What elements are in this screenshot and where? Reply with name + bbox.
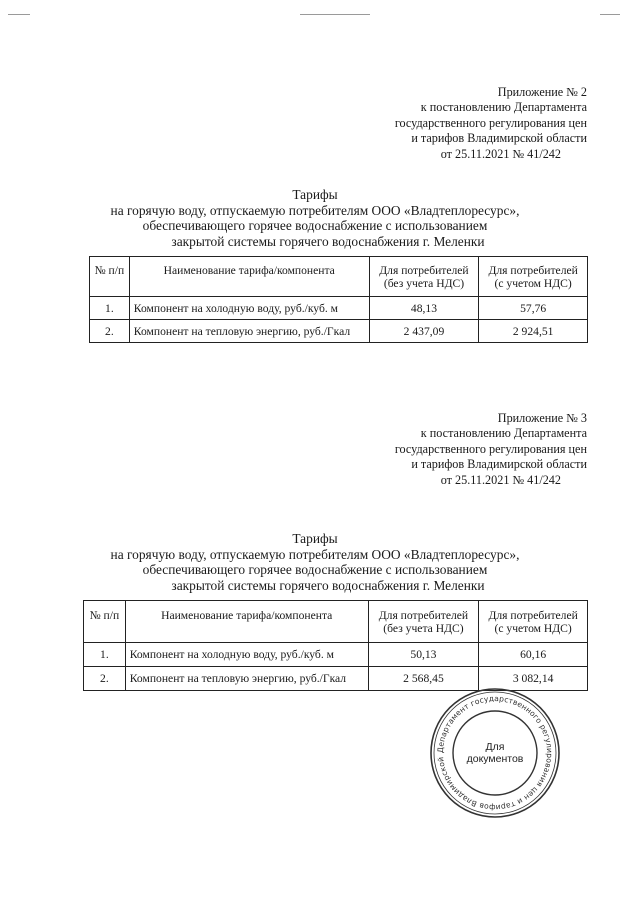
table-header-row xyxy=(84,601,588,643)
annex-2-header xyxy=(395,85,587,162)
stamp-center-line2: документов xyxy=(466,753,524,765)
stamp-ring-text: Департамент государственного регулирования цен и тарифов Владимирской xyxy=(435,693,555,813)
scan-artifact xyxy=(8,14,30,15)
annex-line: к постановлению Департамента xyxy=(420,100,587,115)
annex-2-title xyxy=(80,187,550,249)
title-line: обеспечивающего горячее водоснабжение с использованием xyxy=(142,562,488,578)
annex-line: к постановлению Департамента xyxy=(420,426,587,441)
title-line: на горячую воду, отпускаемую потребителям ООО «Владтеплоресурс», xyxy=(110,202,520,218)
header-excl-line1: Для потребителей xyxy=(379,263,469,277)
row-incl-vat: 57,76 xyxy=(479,297,588,320)
stamp-center xyxy=(428,686,562,820)
annex-line: государственного регулирования цен xyxy=(394,115,587,130)
row-name: Компонент на холодную воду, руб./куб. м xyxy=(129,297,369,320)
title-line: на горячую воду, отпускаемую потребителям ООО «Владтеплоресурс», xyxy=(110,546,520,562)
annex-line: государственного регулирования цен xyxy=(394,441,587,456)
row-num: 2. xyxy=(84,667,126,691)
table-header-row xyxy=(90,257,588,297)
annex-date-line: от 25.11.2021 № 41/242 xyxy=(440,472,561,487)
row-excl-vat: 48,13 xyxy=(369,297,479,320)
official-stamp xyxy=(428,686,562,820)
header-excl-line2: (без учета НДС) xyxy=(383,621,464,635)
header-excl-line2: (без учета НДС) xyxy=(383,276,465,290)
tariff-table-annex-2 xyxy=(89,256,588,343)
header-name: Наименование тарифа/компонента xyxy=(125,601,368,643)
annex-heading: Приложение № 2 xyxy=(497,85,587,99)
title-line: закрытой системы горячего водоснабжения г. Меленки xyxy=(171,577,485,593)
annex-3-title xyxy=(80,531,550,593)
annex-heading: Приложение № 3 xyxy=(497,411,587,425)
table-row xyxy=(90,297,588,320)
row-excl-vat: 2 568,45 xyxy=(368,667,479,691)
annex-line: и тарифов Владимирской области xyxy=(411,131,587,146)
header-incl-line1: Для потребителей xyxy=(488,608,578,622)
table-row xyxy=(84,643,588,667)
row-name: Компонент на тепловую энергию, руб./Гкал xyxy=(129,320,369,343)
row-name: Компонент на тепловую энергию, руб./Гкал xyxy=(125,667,368,691)
tariff-table-annex-3 xyxy=(83,600,588,691)
row-num: 1. xyxy=(90,297,130,320)
title-line: закрытой системы горячего водоснабжения г. Меленки xyxy=(171,233,485,249)
title-line: обеспечивающего горячее водоснабжение с использованием xyxy=(142,218,488,234)
header-excl-vat xyxy=(369,257,479,297)
row-num: 1. xyxy=(84,643,126,667)
row-incl-vat: 60,16 xyxy=(479,643,588,667)
row-name: Компонент на холодную воду, руб./куб. м xyxy=(125,643,368,667)
scan-artifact xyxy=(300,14,370,15)
header-num: № п/п xyxy=(84,601,126,643)
stamp-center-line1: Для xyxy=(485,741,505,753)
header-num: № п/п xyxy=(90,257,130,297)
scan-artifact xyxy=(600,14,620,15)
header-incl-line2: (с учетом НДС) xyxy=(494,276,572,290)
table-row xyxy=(90,320,588,343)
row-num: 2. xyxy=(90,320,130,343)
row-incl-vat: 3 082,14 xyxy=(479,667,588,691)
title-line: Тарифы xyxy=(292,187,338,202)
title-line: Тарифы xyxy=(292,531,338,546)
annex-date-line: от 25.11.2021 № 41/242 xyxy=(440,146,561,161)
header-name: Наименование тарифа/компонента xyxy=(129,257,369,297)
annex-3-header xyxy=(395,411,587,488)
header-excl-vat xyxy=(368,601,479,643)
header-incl-vat xyxy=(479,257,588,297)
row-excl-vat: 2 437,09 xyxy=(369,320,479,343)
header-incl-line1: Для потребителей xyxy=(488,263,578,277)
header-excl-line1: Для потребителей xyxy=(378,608,469,622)
header-incl-vat xyxy=(479,601,588,643)
row-excl-vat: 50,13 xyxy=(368,643,479,667)
header-incl-line2: (с учетом НДС) xyxy=(494,621,572,635)
annex-line: и тарифов Владимирской области xyxy=(411,457,587,472)
row-incl-vat: 2 924,51 xyxy=(479,320,588,343)
